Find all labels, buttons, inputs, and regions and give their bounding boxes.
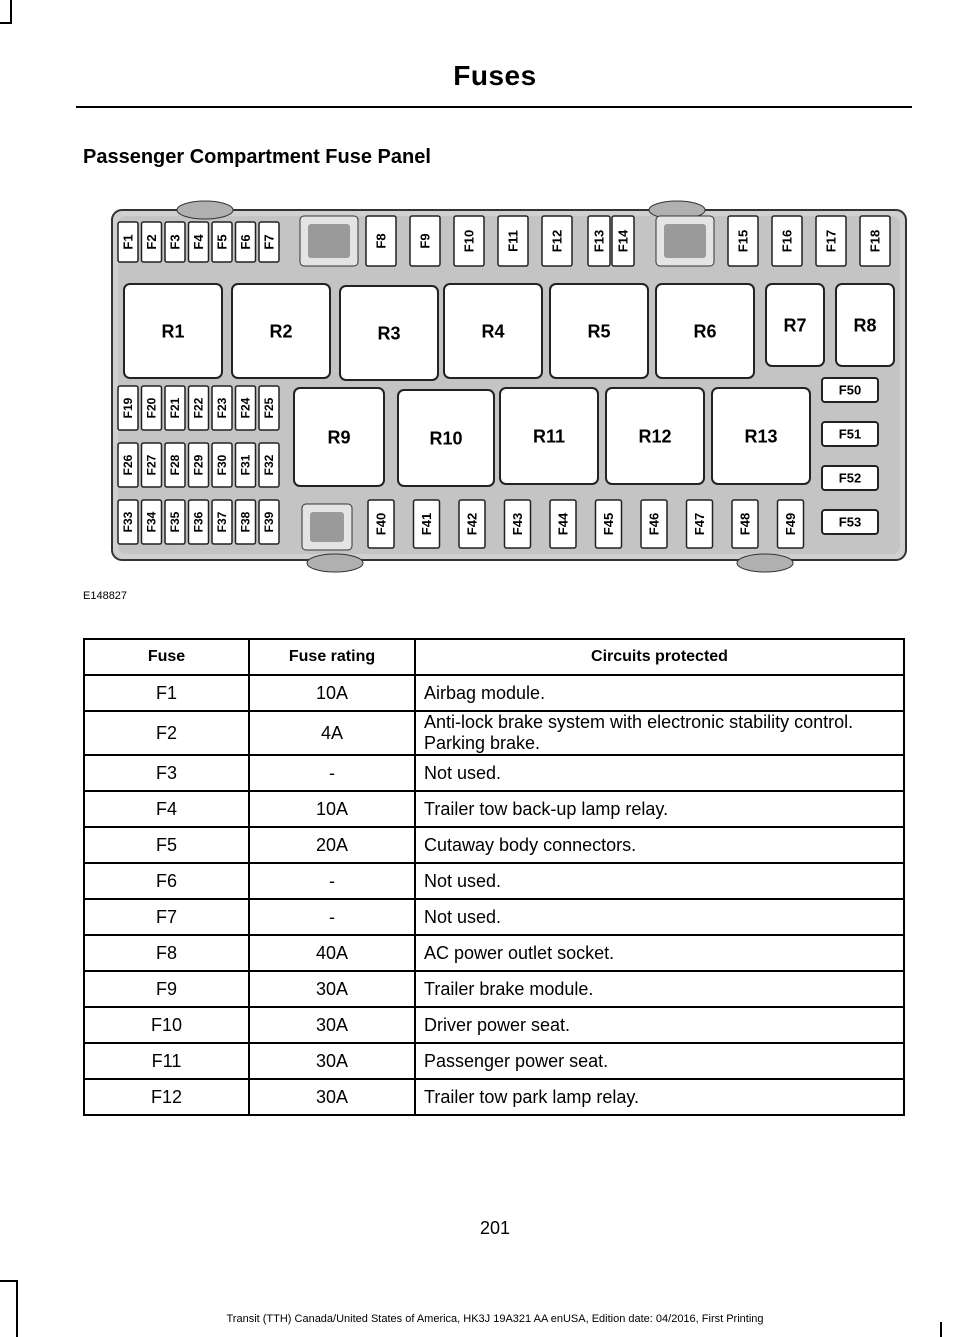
circuits-cell [415,899,904,935]
header-rule [76,106,912,108]
fuse-label: F25 [262,397,277,419]
table-row [84,971,904,1007]
fuse-label: F9 [417,233,433,249]
fuse-cell: F6 [84,863,249,899]
fuse-label: F4 [191,234,207,250]
circuit-line: Trailer tow park lamp relay. [424,1086,640,1107]
fuse-cell: F7 [84,899,249,935]
component-label: R6 [693,321,717,342]
component-label: R12 [638,426,672,447]
circuit-line: Anti-lock brake system with electronic stability control. [424,712,854,732]
table-row [84,675,904,711]
fuse-label: F34 [144,511,159,533]
circuits-cell [415,755,904,791]
fuse-label: F47 [692,512,708,536]
fuse-cell: F12 [84,1079,249,1115]
rating-cell: 30A [249,971,415,1007]
fuse-label: F37 [215,511,230,533]
component-label: R1 [161,321,185,342]
circuit-line: Not used. [424,870,502,891]
fuse-label: F41 [419,512,435,536]
fuse-label: F2 [144,234,160,250]
component-label: F50 [838,382,862,398]
rating-cell: 20A [249,827,415,863]
component-label: R11 [532,426,566,447]
fuse-cell: F10 [84,1007,249,1043]
crop-mark [10,0,12,24]
fuse-label: F29 [191,454,206,476]
fuse-label: F14 [615,229,631,253]
component-label: R2 [269,321,293,342]
fuse-label: F48 [737,512,753,536]
circuits-cell [415,1043,904,1079]
fuse-label: F21 [168,397,183,419]
rating-cell: 10A [249,791,415,827]
circuit-line: Parking brake. [424,733,541,753]
section-title: Passenger Compartment Fuse Panel [83,146,431,168]
fuse-cell: F5 [84,827,249,863]
fuse-panel-diagram [110,198,908,576]
fuse-label: F35 [168,511,183,533]
component-label: R4 [481,321,505,342]
page-number: 201 [479,1218,511,1238]
circuit-line: Not used. [424,906,502,927]
circuit-line: AC power outlet socket. [424,942,615,963]
fuse-cell: F4 [84,791,249,827]
rating-cell: 30A [249,1043,415,1079]
fuse-label: F1 [120,234,136,250]
circuit-line: Trailer tow back-up lamp relay. [424,798,669,819]
table-row [84,711,904,755]
fuse-label: F46 [646,512,662,536]
component-label: R5 [587,321,611,342]
component-label: R10 [429,428,463,449]
table-row [84,935,904,971]
rating-cell: 30A [249,1079,415,1115]
component-label: R8 [853,315,877,336]
crop-mark [0,22,12,24]
component-label: F53 [838,514,862,530]
fuse-label: F16 [779,229,795,253]
fuse-label: F22 [191,397,206,419]
fuse-label: F38 [238,511,253,533]
fuse-label: F33 [121,511,136,533]
table-row [84,863,904,899]
fuse-label: F5 [214,234,230,250]
fuse-cell: F8 [84,935,249,971]
rating-cell: 40A [249,935,415,971]
table-body [84,675,904,1115]
fuse-label: F20 [144,397,159,419]
fuse-label: F49 [783,512,799,536]
circuit-line: Driver power seat. [424,1014,571,1035]
fuse-label: F19 [121,397,136,419]
fuse-cell: F1 [84,675,249,711]
rating-cell: 30A [249,1007,415,1043]
circuits-cell [415,827,904,863]
fuse-label: F10 [461,229,477,253]
rating-cell: 10A [249,675,415,711]
fuse-label: F13 [591,229,607,253]
fuse-label: F32 [262,454,277,476]
fuse-label: F27 [144,454,159,476]
fuse-cell: F2 [84,711,249,755]
rating-cell: - [249,755,415,791]
page-header-title: Fuses [453,60,537,91]
fuse-table [83,638,905,1116]
circuits-cell [415,675,904,711]
table-header-row [84,639,904,675]
component-label: R7 [783,315,807,336]
column-header-fuse: Fuse [84,639,249,675]
circuit-line: Passenger power seat. [424,1050,609,1071]
figure-id: E148827 [83,590,128,602]
circuits-cell [415,711,904,755]
column-header-circuits: Circuits protected [415,639,904,675]
fuse-label: F43 [510,512,526,536]
fuse-label: F24 [238,397,253,419]
fuse-cell: F9 [84,971,249,1007]
circuits-cell [415,791,904,827]
fuse-cell: F11 [84,1043,249,1079]
circuit-line: Trailer brake module. [424,978,594,999]
fuse-label: F18 [867,229,883,253]
component-label: R3 [377,323,401,344]
circuit-line: Airbag module. [424,682,546,703]
circuits-cell [415,1079,904,1115]
fuse-cell: F3 [84,755,249,791]
fuse-label: F7 [261,234,277,250]
fuse-label: F17 [823,229,839,253]
crop-mark [16,1280,18,1337]
fuse-label: F8 [373,233,389,249]
circuits-cell [415,935,904,971]
fuse-label: F23 [215,397,230,419]
component-label: R13 [744,426,778,447]
fuse-label: F31 [238,454,253,476]
fuse-label: F39 [262,511,277,533]
fuse-label: F40 [373,512,389,536]
rating-cell: 4A [249,711,415,755]
table-row [84,1079,904,1115]
fuse-label: F44 [555,512,571,536]
table-row [84,1007,904,1043]
fuse-label: F30 [215,454,230,476]
component-label: F51 [838,426,862,442]
circuits-cell [415,971,904,1007]
fuse-label: F28 [168,454,183,476]
component-label: R9 [327,427,351,448]
table-row [84,755,904,791]
fuse-label: F15 [735,229,751,253]
circuits-cell [415,863,904,899]
table-row [84,899,904,935]
table-row [84,827,904,863]
circuits-cell [415,1007,904,1043]
page-footer: Transit (TTH) Canada/United States of America, HK3J 19A321 AA enUSA, Edition date: 04/2016, First Printing [226,1313,764,1325]
fuse-label: F26 [121,454,136,476]
circuit-line: Cutaway body connectors. [424,834,637,855]
rating-cell: - [249,899,415,935]
fuse-label: F36 [191,511,206,533]
fuse-label: F6 [238,234,254,250]
table-row [84,791,904,827]
fuse-label: F12 [549,229,565,253]
fuse-label: F45 [601,512,617,536]
rating-cell: - [249,863,415,899]
fuse-label: F11 [505,230,521,252]
table-row [84,1043,904,1079]
fuse-label: F42 [464,512,480,536]
component-label: F52 [838,470,862,486]
circuit-line: Not used. [424,762,502,783]
fuse-label: F3 [167,234,183,250]
column-header-rating: Fuse rating [249,639,415,675]
